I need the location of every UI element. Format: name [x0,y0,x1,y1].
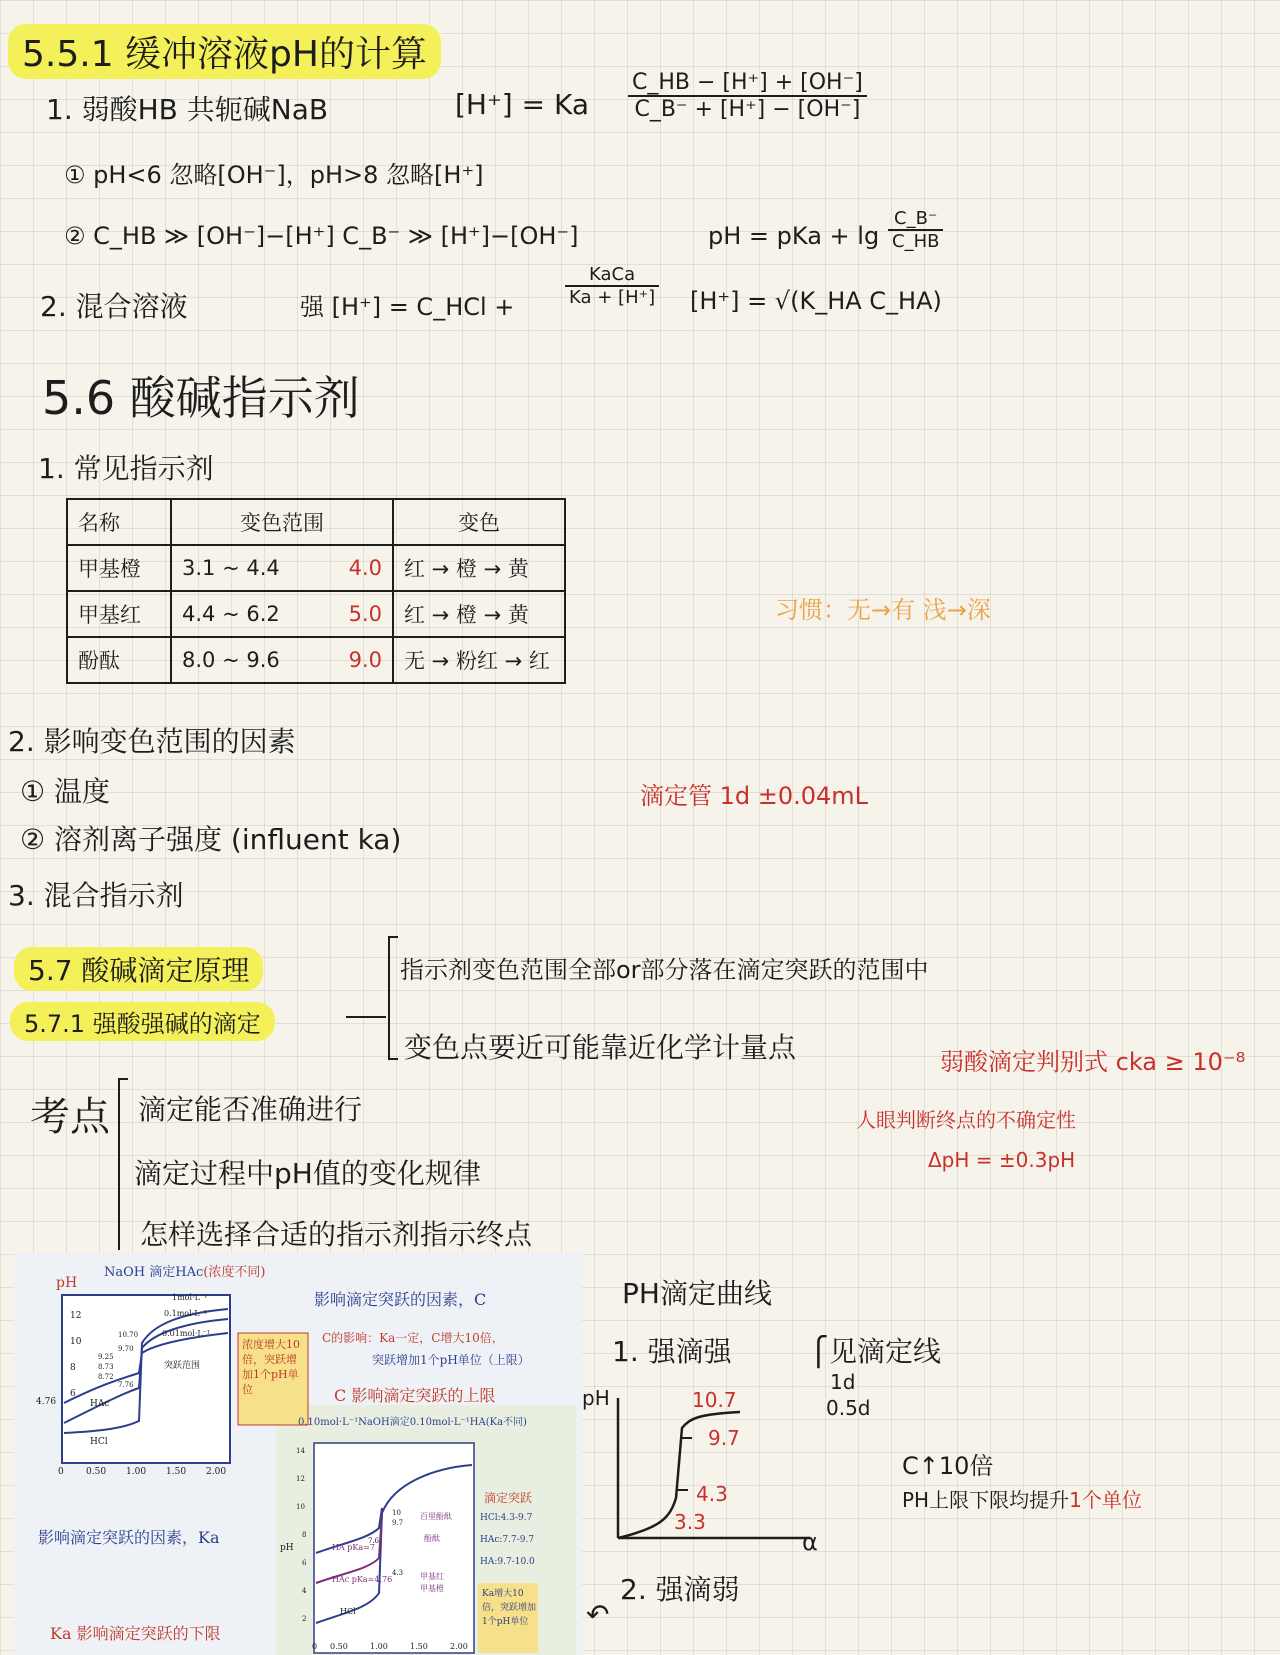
slide-jump-val: 9.25 [98,1353,114,1361]
brace-57 [388,936,398,1060]
slide-inner-title: 0.10mol·L⁻¹NaOH滴定0.10mol·L⁻¹HA(Ka不同) [298,1417,527,1428]
slide-chart1-frame [62,1295,230,1463]
curve-side-1: 1d [830,1370,856,1394]
slide-x-tick: 1.50 [166,1467,187,1477]
indicator-range-cell [171,637,393,683]
table-row [67,637,565,683]
slide-c-effect-2: 突跃增加1个pH单位（上限） [372,1353,530,1367]
mixed-strong-formula: 强 [H⁺] = C_HCl + [300,293,515,321]
slide-inner-y-tick: 10 [296,1503,305,1511]
item-weak-acid-pair: 1. 弱酸HB 共轭碱NaB [46,93,329,126]
slide-note-text: 浓度增大10倍，突跃增加1个pH单位 [242,1338,300,1396]
slide-curve-label: 0.1mol·L⁻¹ [164,1309,207,1318]
sketch-titration-curve [600,1388,820,1558]
slide-inner-jump-val: 4.3 [392,1569,404,1577]
brace-line-2: 变色点要近可能靠近化学计量点 [404,1031,797,1064]
weak-acid-criterion: 弱酸滴定判别式 cka ≥ 10⁻⁸ [940,1048,1246,1076]
slide-jump-val: 9.70 [118,1345,134,1353]
item-mixed-indicators: 3. 混合指示剂 [8,879,184,912]
indicator-range-cell [171,545,393,591]
section-551-title: 5.5.1 缓冲溶液pH的计算 [8,24,441,79]
indicator-table [66,498,566,684]
indicator-color: 无 → 粉红 → 红 [393,637,565,683]
curl-arrow-icon: ↶ [586,1598,610,1631]
indicator-table-header [67,499,565,545]
curve-side-title: ⎧见滴定线 [808,1335,942,1368]
henderson-den: C_HB [892,231,940,252]
slide-ka-box-text: Ka增大10倍，突跃增加1个pH单位 [482,1589,537,1627]
slide-inner-y-tick: 2 [302,1615,307,1623]
indicator-name: 酚酞 [67,637,171,683]
item-common-indicators: 1. 常见指示剂 [38,452,214,485]
formula1-denominator: C_B⁻ + [H⁺] − [OH⁻] [634,97,861,122]
slide-x-tick: 0.50 [86,1467,107,1477]
indicator-range-cell [171,591,393,637]
slide-inner-x-tick: 1.00 [370,1642,388,1651]
brace-line-1: 指示剂变色范围全部or部分落在滴定突跃的范围中 [400,956,929,984]
line-approx-b: ② C_HB ≫ [OH⁻]−[H⁺] C_B⁻ ≫ [H⁺]−[OH⁻] [64,222,579,250]
formula1-numerator: C_HB − [H⁺] + [OH⁻] [628,70,867,97]
burette-note: 滴定管 1d ±0.04mL [640,782,869,810]
slide-y-tick: 4.76 [36,1397,57,1407]
item-mixed-solution: 2. 混合溶液 [40,290,188,323]
henderson-fraction [888,208,943,252]
slide-jump-val: 8.73 [98,1363,114,1371]
slide-c-effect: C的影响：Ka一定，C增大10倍， [322,1331,504,1345]
item-factors: 2. 影响变色范围的因素 [8,725,296,758]
mixed-weak-formula: [H⁺] = √(K_HA C_HA) [690,287,942,315]
formula1-lhs: [H⁺] = Ka [455,88,589,121]
lecture-slide-photo [14,1253,582,1655]
slide-inner-y-tick: 14 [296,1447,305,1455]
slide-inner-x-tick: 2.00 [450,1642,468,1651]
habit-note: 习惯：无→有 浅→深 [775,596,991,624]
curve-side-2: 0.5d [826,1396,871,1420]
slide-title-note: (浓度不同) [203,1265,266,1280]
slide-y-tick: 6 [70,1389,76,1399]
brace-kaodian [118,1078,128,1250]
slide-inner-jump-val: 7.6 [368,1537,380,1545]
indicator-range: 8.0 ~ 9.6 [182,648,280,672]
section-57-title: 5.7 酸碱滴定原理 [14,947,263,991]
slide-inner-y-tick: 6 [302,1559,307,1567]
slide-inner-indicator: 百里酚酞 [420,1512,452,1521]
header-cell: 名称 [67,499,171,545]
ph-limits-text: PH上限下限均提升 [902,1488,1070,1512]
indicator-name: 甲基橙 [67,545,171,591]
sketch-mark: 10.7 [692,1388,737,1412]
slide-y-tick: 12 [70,1311,82,1321]
slide-curve-label: HCl [90,1437,108,1447]
slide-ka-lower: Ka 影响滴定突跃的下限 [50,1624,221,1643]
slide-inner-indicator: 甲基橙 [420,1584,444,1593]
slide-inner-x-tick: 0.50 [330,1642,348,1651]
kaodian-1: 滴定能否准确进行 [138,1093,363,1126]
slide-c-upper: C 影响滴定突跃的上限 [334,1386,496,1405]
sketch-y-label: pH [582,1386,610,1410]
slide-curve-label: 1mol·L⁻¹ [172,1293,208,1302]
indicator-point: 5.0 [348,602,382,626]
curve-item-strong-strong: 1. 强滴强 [612,1335,732,1368]
sketch-mark: 9.7 [708,1426,740,1450]
slide-jump-val: 8.72 [98,1373,114,1381]
slide-inner-y-tick: 12 [296,1475,305,1483]
indicator-range: 3.1 ~ 4.4 [182,556,280,580]
slide-bullet-ka: 影响滴定突跃的因素，Ka [38,1528,220,1547]
slide-jump-val: 10.70 [118,1331,139,1339]
slide-jump-val: 7.76 [118,1381,134,1389]
section-56-title: 5.6 酸碱指示剂 [42,371,360,425]
line-approx-a: ① pH<6 忽略[OH⁻]，pH>8 忽略[H⁺] [64,161,484,189]
eye-uncertainty: 人眼判断终点的不确定性 [856,1108,1076,1132]
factor-ionic-strength: ② 溶剂离子强度 (influent ka) [20,823,402,856]
factor-temperature: ① 温度 [20,775,111,808]
slide-inner-x-tick: 0 [312,1642,318,1651]
slide-x-tick: 0 [58,1467,64,1477]
slide-jump-title: 滴定突跃 [484,1491,533,1505]
kaodian-label: 考点 [30,1094,110,1140]
kaodian-3: 怎样选择合适的指示剂指示终点 [140,1218,533,1251]
c-increase-note: C↑10倍 [902,1452,994,1480]
slide-inner-indicator: 酚酞 [424,1534,440,1543]
indicator-range: 4.4 ~ 6.2 [182,602,280,626]
table-row [67,545,565,591]
slide-inner-y-tick: 4 [302,1587,307,1595]
slide-title [104,1261,265,1280]
slide-x-tick: 1.00 [126,1467,147,1477]
slide-title-text: NaOH 滴定HAc [104,1265,204,1280]
mixed-fraction [565,264,659,308]
slide-inner-curve-label: HAc pKa=4.76 [332,1575,393,1584]
sketch-x-label: α [802,1528,818,1556]
mixed-den: Ka + [H⁺] [569,287,656,308]
connector-line [346,1016,386,1018]
slide-inner-jump-val: 9.7 [392,1519,404,1527]
header-cell: 变色范围 [171,499,393,545]
henderson-num: C_B⁻ [888,208,943,231]
formula1-fraction [628,70,867,122]
slide-bullet-c: 影响滴定突跃的因素，C [314,1290,487,1309]
curve-item-strong-weak: 2. 强滴弱 [620,1573,740,1606]
slide-inner-y-label: pH [280,1543,294,1553]
slide-y-tick: 8 [70,1363,76,1373]
indicator-name: 甲基红 [67,591,171,637]
indicator-point: 9.0 [348,648,382,672]
slide-inner-curve-label: HCl [340,1607,356,1616]
henderson-lhs: pH = pKa + lg [708,222,880,250]
mixed-num: KaCa [565,264,659,287]
indicator-color: 红 → 橙 → 黄 [393,591,565,637]
slide-jump-label: 突跃范围 [164,1361,201,1371]
indicator-point: 4.0 [348,556,382,580]
ph-limits-red: 1个单位 [1069,1488,1142,1512]
ph-limits-note [902,1484,1142,1513]
slide-x-tick: 2.00 [206,1467,227,1477]
section-571-title: 5.7.1 强酸强碱的滴定 [10,1002,275,1041]
slide-curve-label: 0.01mol·L⁻¹ [162,1329,211,1338]
sketch-mark: 3.3 [674,1510,706,1534]
slide-inner-indicator: 甲基红 [420,1572,444,1581]
slide-inner-y-tick: 8 [302,1531,307,1539]
sketch-mark: 4.3 [696,1482,728,1506]
slide-inner-x-tick: 1.50 [410,1642,428,1651]
table-row [67,591,565,637]
header-cell: 变色 [393,499,565,545]
kaodian-2: 滴定过程中pH值的变化规律 [134,1157,481,1190]
slide-y-tick: 10 [70,1337,82,1347]
slide-jump-hac: HAc:7.7-9.7 [480,1535,535,1545]
slide-y-label: pH [56,1275,78,1291]
slide-inner-curve-label: HA pKa=7 [332,1543,375,1552]
indicator-color: 红 → 橙 → 黄 [393,545,565,591]
slide-curve-label: HAc [90,1399,110,1409]
slide-jump-ha: HA:9.7-10.0 [480,1557,535,1567]
curve-title: PH滴定曲线 [622,1277,772,1310]
delta-ph: ΔpH = ±0.3pH [928,1148,1076,1172]
slide-jump-hcl: HCl:4.3-9.7 [480,1513,533,1523]
slide-inner-jump-val: 10 [392,1509,401,1517]
